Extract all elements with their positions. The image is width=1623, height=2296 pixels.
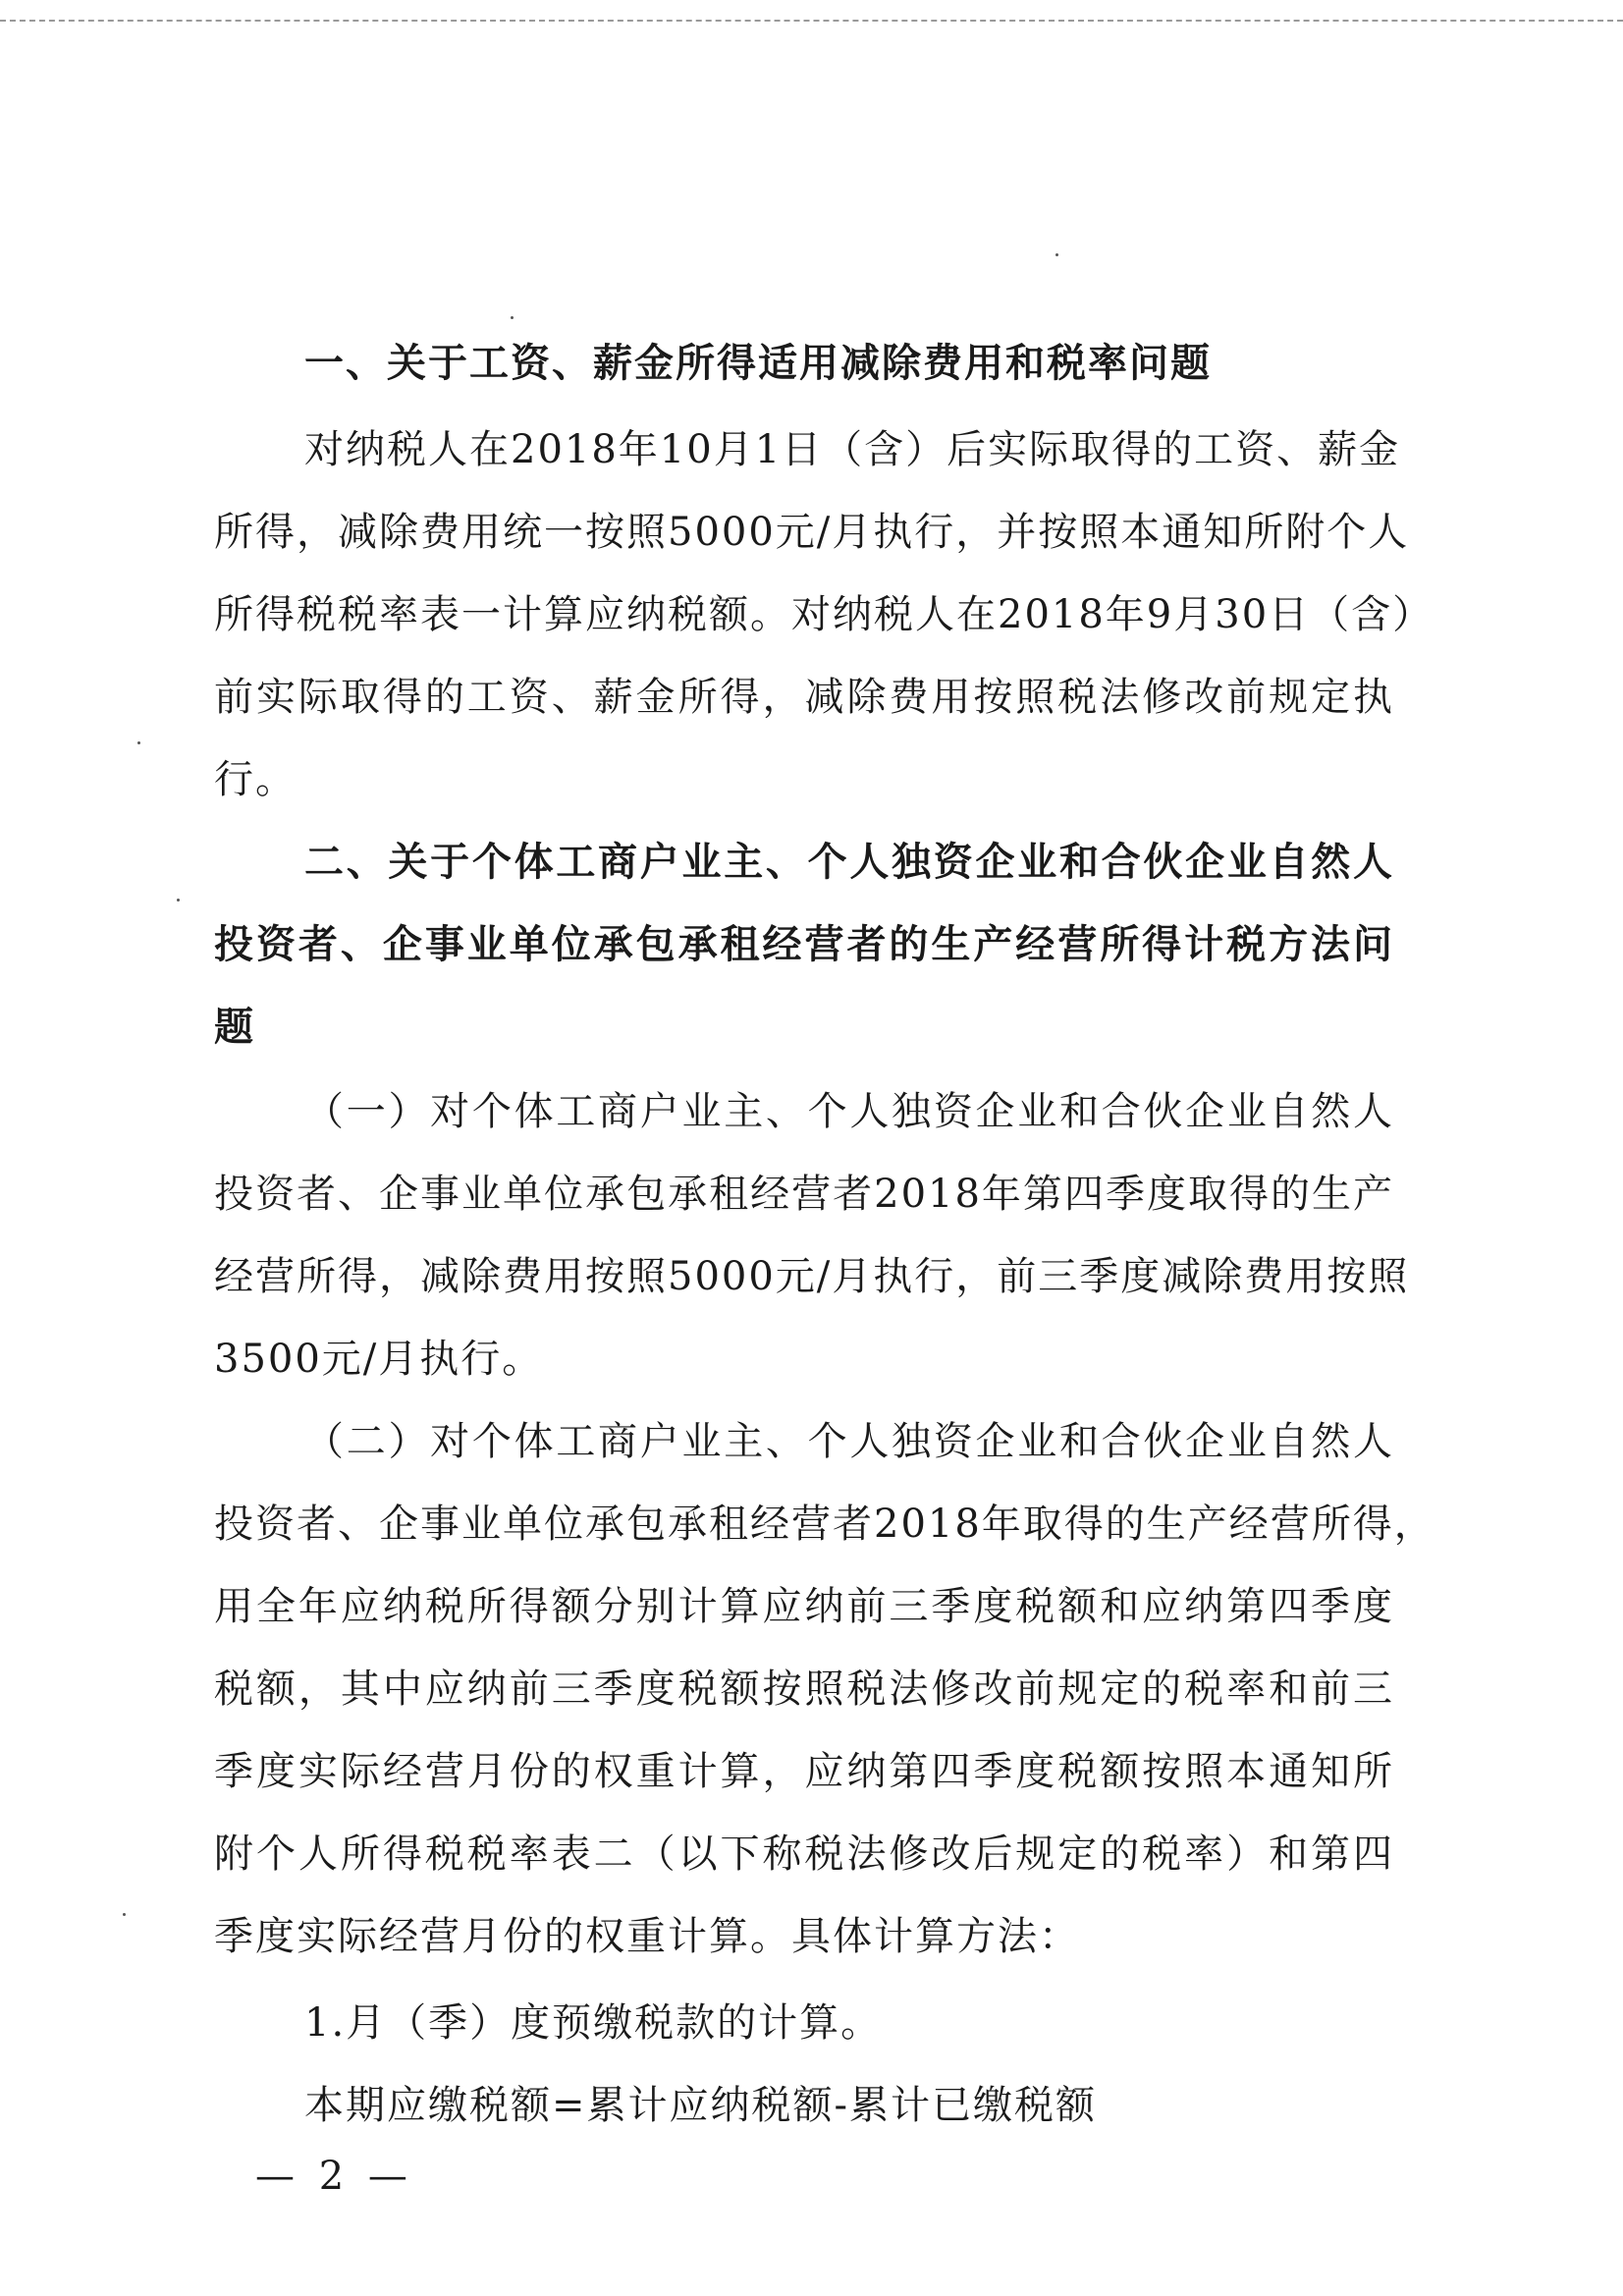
item2-line: 税额，其中应纳前三季度税额按照税法修改前规定的税率和前三 xyxy=(214,1667,1394,1712)
formula-line: 本期应缴税额=累计应纳税额-累计已缴税额 xyxy=(304,2083,1098,2128)
section2-heading-line: 二、关于个体工商户业主、个人独资企业和合伙企业自然人 xyxy=(304,840,1394,885)
scan-speck xyxy=(511,316,514,319)
sub-item-1: 1.月（季）度预缴税款的计算。 xyxy=(304,2000,883,2046)
item2-line: 投资者、企事业单位承包承租经营者2018年取得的生产经营所得， xyxy=(214,1502,1435,1547)
item1-line: （一）对个体工商户业主、个人独资企业和合伙企业自然人 xyxy=(304,1089,1394,1134)
section1-para-line: 对纳税人在2018年10月1日（含）后实际取得的工资、薪金 xyxy=(304,427,1401,472)
section1-para-line: 行。 xyxy=(214,757,297,802)
section2-heading-line: 投资者、企事业单位承包承租经营者的生产经营所得计税方法问 xyxy=(214,922,1394,967)
scan-speck xyxy=(123,1913,126,1916)
section1-para-line: 所得税税率表一计算应纳税额。对纳税人在2018年9月30日（含） xyxy=(214,592,1434,637)
section1-para-line: 前实际取得的工资、薪金所得，减除费用按照税法修改前规定执 xyxy=(214,675,1394,720)
section1-para-line: 所得，减除费用统一按照5000元/月执行，并按照本通知所附个人 xyxy=(214,510,1410,555)
item1-line: 3500元/月执行。 xyxy=(214,1337,544,1382)
item1-line: 经营所得，减除费用按照5000元/月执行，前三季度减除费用按照 xyxy=(214,1254,1410,1299)
scan-border-line xyxy=(0,20,1623,22)
section1-heading: 一、关于工资、薪金所得适用减除费用和税率问题 xyxy=(304,341,1212,386)
scan-speck xyxy=(177,899,180,902)
item2-line: 季度实际经营月份的权重计算。具体计算方法： xyxy=(214,1914,1080,1959)
scan-speck xyxy=(137,741,140,744)
page-number: — 2 — xyxy=(255,2154,413,2199)
item2-line: 用全年应纳税所得额分别计算应纳前三季度税额和应纳第四季度 xyxy=(214,1584,1394,1629)
scan-speck xyxy=(1055,253,1058,256)
item2-line: 季度实际经营月份的权重计算，应纳第四季度税额按照本通知所 xyxy=(214,1749,1394,1794)
item2-line: （二）对个体工商户业主、个人独资企业和合伙企业自然人 xyxy=(304,1419,1394,1464)
section2-heading-line: 题 xyxy=(214,1005,255,1050)
item2-line: 附个人所得税税率表二（以下称税法修改后规定的税率）和第四 xyxy=(214,1831,1394,1877)
item1-line: 投资者、企事业单位承包承租经营者2018年第四季度取得的生产 xyxy=(214,1172,1394,1217)
